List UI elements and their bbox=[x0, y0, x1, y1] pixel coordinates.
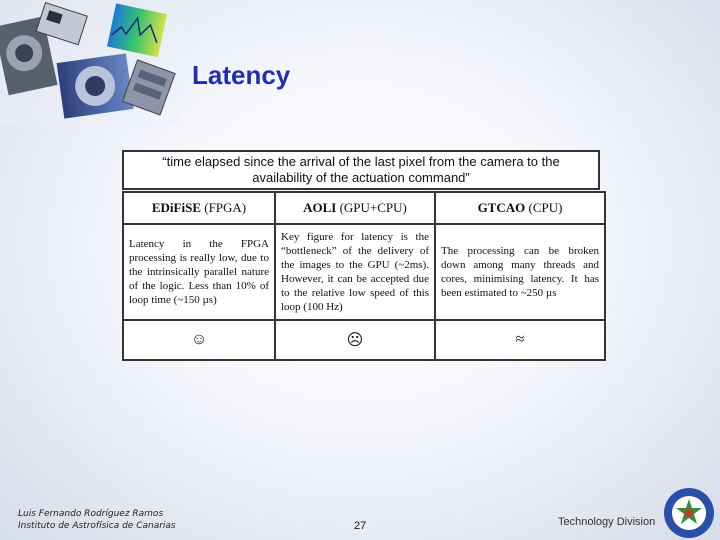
header-edifise-detail: (FPGA) bbox=[200, 200, 247, 215]
header-aoli bbox=[275, 192, 435, 224]
author-institute: Instituto de Astrofísica de Canarias bbox=[18, 521, 176, 531]
telescope-collage-image bbox=[0, 0, 180, 125]
latency-definition-box: “time elapsed since the arrival of the last pixel from the camera to the availability of the actuation command” bbox=[122, 150, 600, 190]
header-gtcao-name: GTCAO bbox=[477, 200, 526, 215]
iac-logo bbox=[662, 486, 716, 540]
division-label: Technology Division bbox=[558, 516, 656, 528]
footer-author bbox=[18, 508, 176, 532]
slide-title: Latency bbox=[192, 60, 291, 90]
header-gtcao bbox=[435, 192, 605, 224]
table-header-row bbox=[123, 192, 605, 224]
header-edifise bbox=[123, 192, 275, 224]
sad-face-icon: ☹ bbox=[275, 320, 435, 360]
gtcao-description: The processing can be broken down among many threads and cores, minimising latency. It has been estimated to ~250 µs bbox=[435, 224, 605, 320]
table-row bbox=[123, 320, 605, 360]
header-aoli-detail: (GPU+CPU) bbox=[336, 200, 407, 215]
edifise-description: Latency in the FPGA processing is really low, due to the intrinsically parallel nature of the logic. Less than 10% of loop time (~150 µs) bbox=[123, 224, 275, 320]
table-row bbox=[123, 224, 605, 320]
approximately-equal-icon: ≈ bbox=[435, 320, 605, 360]
page-number: 27 bbox=[354, 520, 367, 532]
header-edifise-name: EDiFiSE bbox=[151, 200, 201, 215]
header-aoli-name: AOLI bbox=[303, 200, 337, 215]
latency-comparison-table bbox=[122, 191, 606, 361]
happy-face-icon: ☺ bbox=[123, 320, 275, 360]
aoli-description: Key figure for latency is the “bottleneck” of the delivery of the images to the GPU (~2ms). However, it can be accepted due to the relative low speed of this loop (100 Hz) bbox=[275, 224, 435, 320]
header-gtcao-detail: (CPU) bbox=[525, 200, 563, 215]
author-name: Luis Fernando Rodríguez Ramos bbox=[18, 509, 164, 519]
